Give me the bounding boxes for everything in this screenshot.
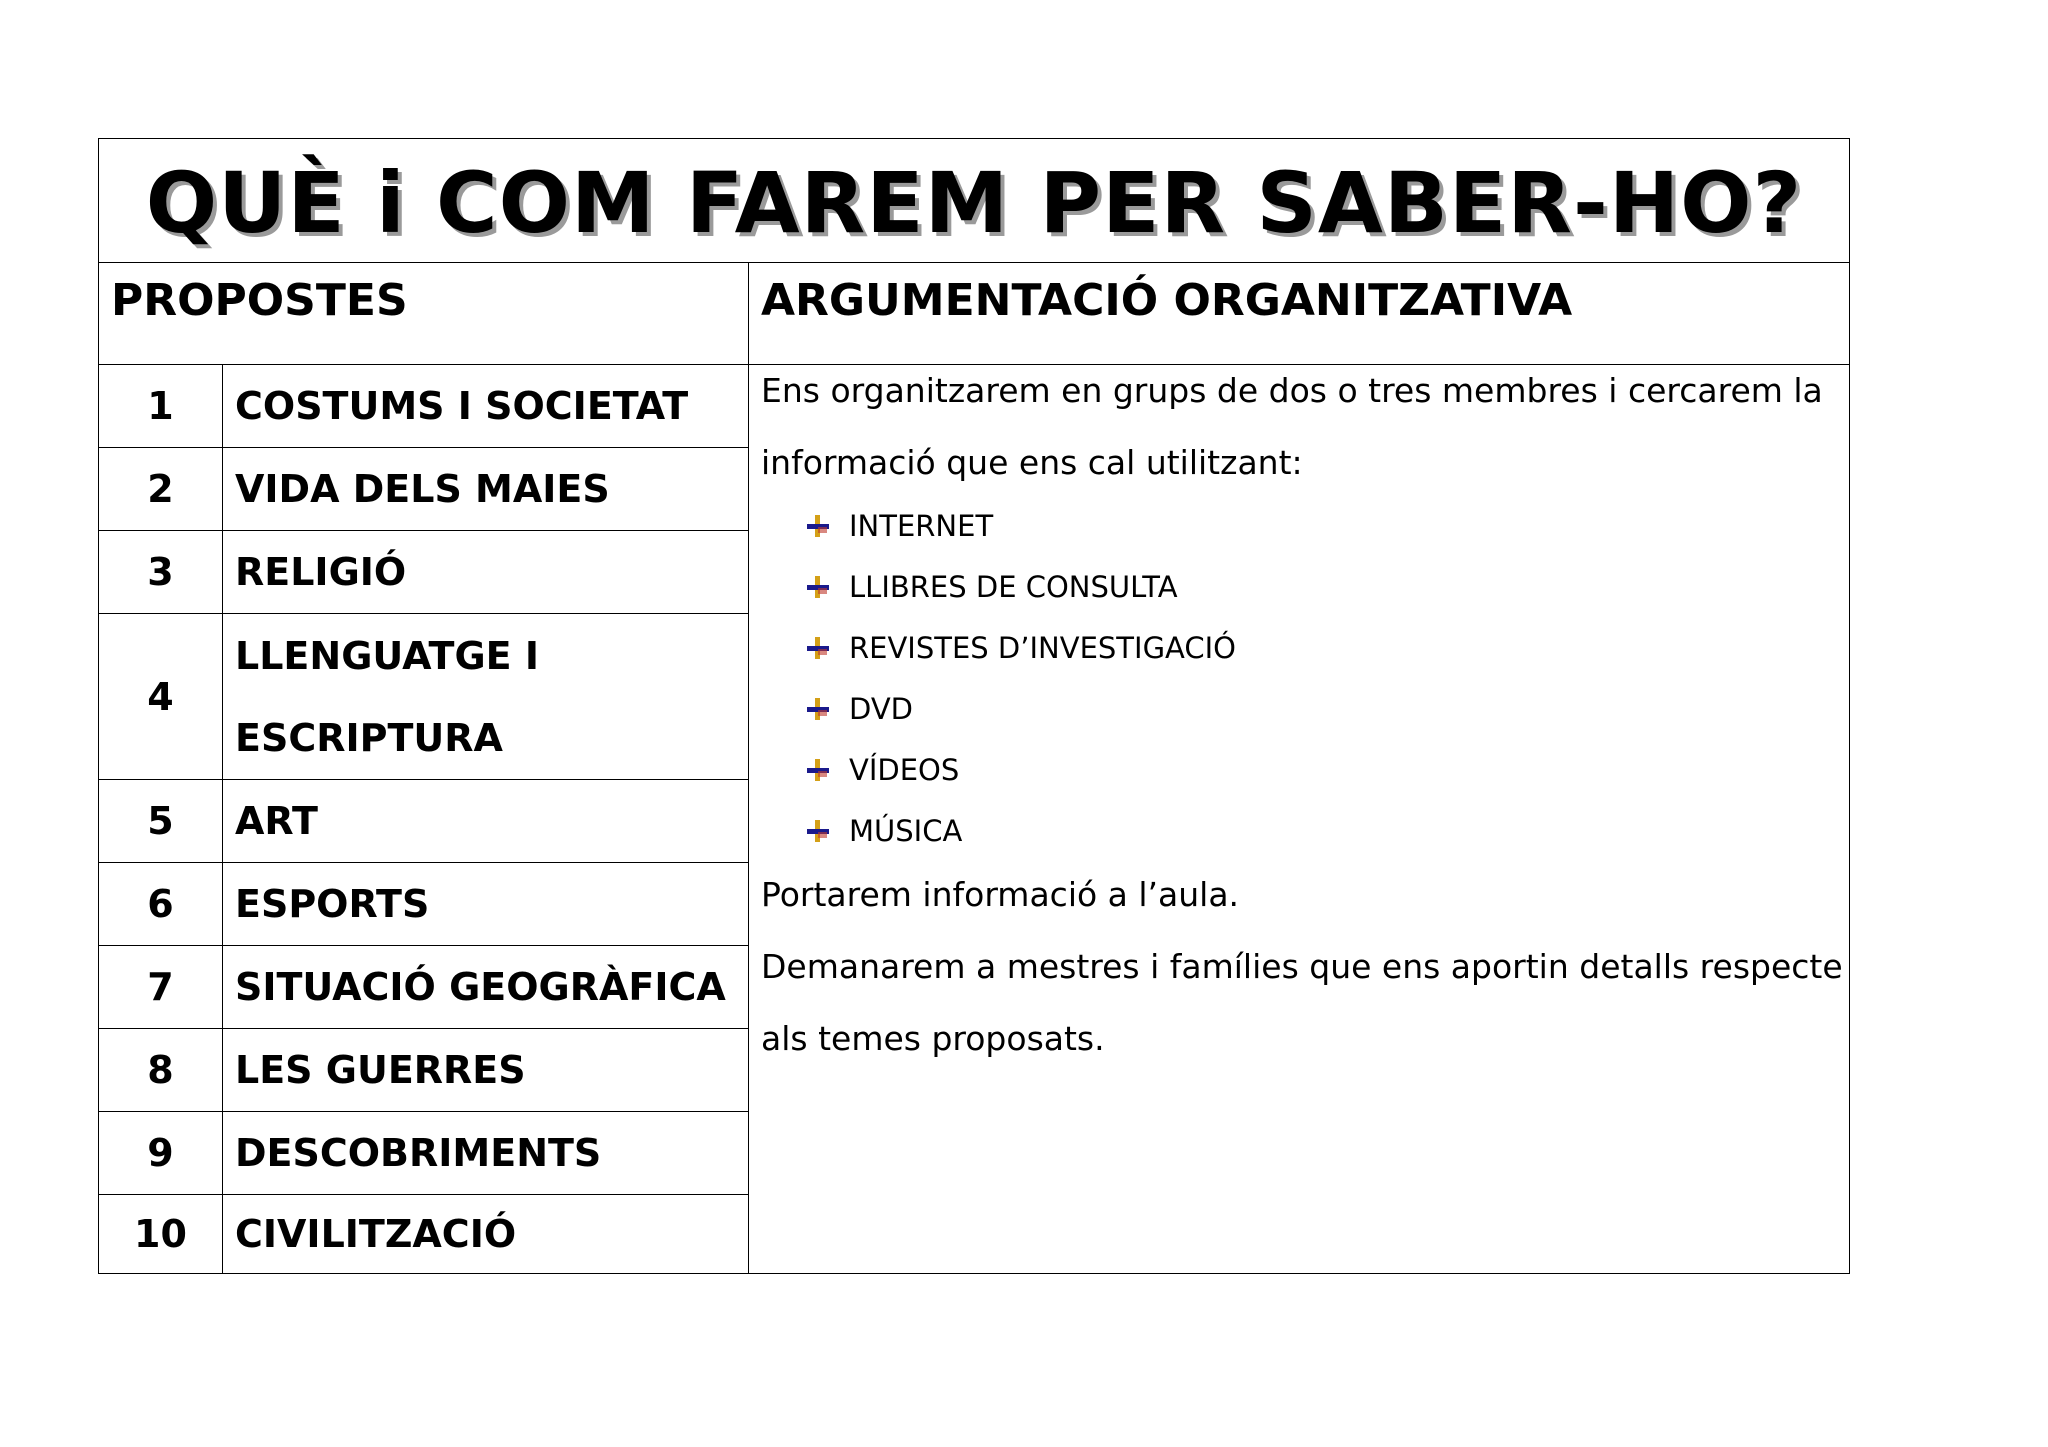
proposal-label: DESCOBRIMENTS	[235, 1131, 602, 1175]
proposal-label	[223, 614, 748, 779]
resource-label: VÍDEOS	[849, 753, 960, 787]
argument-cell	[749, 365, 1849, 1273]
proposal-label: COSTUMS I SOCIETAT	[235, 384, 689, 428]
resource-label: DVD	[849, 692, 913, 726]
plus-bullet-icon	[805, 818, 831, 844]
page-title: QUÈ i COM FAREM PER SABER-HO?	[145, 153, 1803, 252]
resource-label: INTERNET	[849, 509, 994, 543]
proposal-label: ART	[235, 799, 318, 843]
list-item	[805, 509, 993, 543]
proposal-label-line2: ESCRIPTURA	[235, 715, 503, 760]
proposal-label: VIDA DELS MAIES	[235, 467, 610, 511]
title-row	[99, 139, 1849, 263]
aula-line: Portarem informació a l’aula.	[761, 875, 1240, 914]
proposal-number: 7	[99, 946, 223, 1028]
proposal-number: 8	[99, 1029, 223, 1111]
proposal-number: 9	[99, 1112, 223, 1194]
proposal-number: 10	[99, 1195, 223, 1273]
plus-bullet-icon	[805, 757, 831, 783]
list-item	[805, 814, 962, 848]
families-line-1: Demanarem a mestres i famílies que ens aportin detalls respecte	[761, 947, 1843, 986]
proposals-list	[99, 365, 749, 1273]
proposal-label: CIVILITZACIÓ	[235, 1212, 517, 1256]
proposal-row	[99, 780, 748, 863]
proposal-row	[99, 365, 748, 448]
proposal-label: RELIGIÓ	[235, 550, 407, 594]
document-table	[98, 138, 1850, 1274]
resource-label: MÚSICA	[849, 814, 963, 848]
intro-line-1: Ens organitzarem en grups de dos o tres membres i cercarem la	[761, 371, 1823, 410]
proposal-row	[99, 614, 748, 780]
proposal-number: 5	[99, 780, 223, 862]
plus-bullet-icon	[805, 696, 831, 722]
proposal-row	[99, 863, 748, 946]
list-item	[805, 570, 1178, 604]
proposal-row	[99, 1112, 748, 1195]
proposal-label: SITUACIÓ GEOGRÀFICA	[235, 965, 726, 1009]
proposal-row	[99, 1195, 748, 1273]
proposal-number: 3	[99, 531, 223, 613]
list-item	[805, 692, 913, 726]
proposal-number: 1	[99, 365, 223, 447]
resource-label: REVISTES D’INVESTIGACIÓ	[849, 631, 1236, 665]
proposal-row	[99, 946, 748, 1029]
intro-line-2: informació que ens cal utilitzant:	[761, 443, 1303, 482]
proposal-label-line1: LLENGUATGE I	[235, 633, 539, 678]
list-item	[805, 753, 959, 787]
proposal-row	[99, 448, 748, 531]
proposal-label: ESPORTS	[235, 882, 430, 926]
proposal-number: 6	[99, 863, 223, 945]
proposal-number: 4	[99, 614, 223, 779]
header-argument: ARGUMENTACIÓ ORGANITZATIVA	[749, 263, 1849, 365]
plus-bullet-icon	[805, 574, 831, 600]
list-item	[805, 631, 1236, 665]
proposal-row	[99, 1029, 748, 1112]
proposal-label: LES GUERRES	[235, 1048, 526, 1092]
resource-label: LLIBRES DE CONSULTA	[849, 570, 1178, 604]
plus-bullet-icon	[805, 513, 831, 539]
plus-bullet-icon	[805, 635, 831, 661]
proposal-number: 2	[99, 448, 223, 530]
families-line-2: als temes proposats.	[761, 1019, 1105, 1058]
proposal-row	[99, 531, 748, 614]
header-proposals: PROPOSTES	[99, 263, 749, 365]
